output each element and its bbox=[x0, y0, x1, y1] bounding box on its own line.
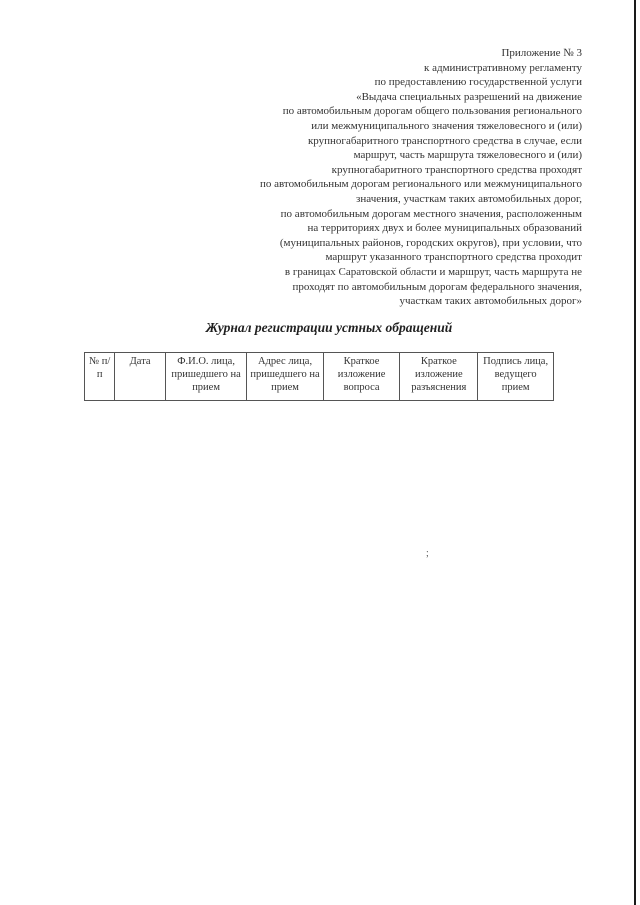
appendix-line: проходят по автомобильным дорогам федерального значения, bbox=[292, 280, 582, 293]
column-header-visitor-name: Ф.И.О. лица, пришедшего на прием bbox=[165, 353, 246, 401]
appendix-line: Приложение № 3 bbox=[501, 47, 582, 59]
appendix-line: значения, участкам таких автомобильных дорог, bbox=[356, 192, 582, 205]
scan-edge-line bbox=[634, 0, 636, 905]
appendix-line: по автомобильным дорогам регионального или межмуниципального bbox=[259, 178, 582, 191]
appendix-line: (муниципальных районов, городских округов), при условии, что bbox=[279, 236, 582, 249]
scan-speck: ; bbox=[426, 548, 429, 559]
appendix-line: участкам таких автомобильных дорог» bbox=[399, 295, 582, 308]
appendix-line: крупногабаритного транспортного средства проходят bbox=[331, 163, 582, 176]
table-header-row bbox=[85, 353, 554, 401]
appendix-line: к административному регламенту bbox=[424, 61, 582, 74]
appendix-line: маршрут указанного транспортного средства проходит bbox=[325, 251, 582, 264]
appendix-line: по автомобильным дорогам местного значения, расположенным bbox=[280, 207, 582, 220]
journal-title: Журнал регистрации устных обращений bbox=[205, 320, 453, 335]
column-header-visitor-address: Адрес лица, пришедшего на прием bbox=[247, 353, 323, 401]
journal-table bbox=[84, 352, 554, 401]
appendix-line: в границах Саратовской области и маршрут, часть маршрута не bbox=[284, 265, 582, 278]
appendix-line: «Выдача специальных разрешений на движение bbox=[356, 90, 582, 103]
column-header-question-summary: Краткое изложение вопроса bbox=[323, 353, 400, 401]
column-header-explanation-summary: Краткое изложение разъяснения bbox=[400, 353, 478, 401]
column-header-date: Дата bbox=[115, 353, 166, 401]
appendix-line: крупногабаритного транспортного средства в случае, если bbox=[307, 134, 582, 147]
appendix-line: маршрут, часть маршрута тяжеловесного и (или) bbox=[353, 149, 582, 162]
appendix-line: или межмуниципального значения тяжеловесного и (или) bbox=[311, 119, 582, 132]
column-header-number: № п/п bbox=[85, 353, 115, 401]
appendix-line: по предоставлению государственной услуги bbox=[374, 76, 582, 89]
appendix-header bbox=[162, 46, 582, 309]
appendix-line: по автомобильным дорогам общего пользования регионального bbox=[282, 105, 582, 118]
appendix-line: на территориях двух и более муниципальных образований bbox=[307, 222, 582, 235]
column-header-signature: Подпись лица, ведущего прием bbox=[478, 353, 554, 401]
